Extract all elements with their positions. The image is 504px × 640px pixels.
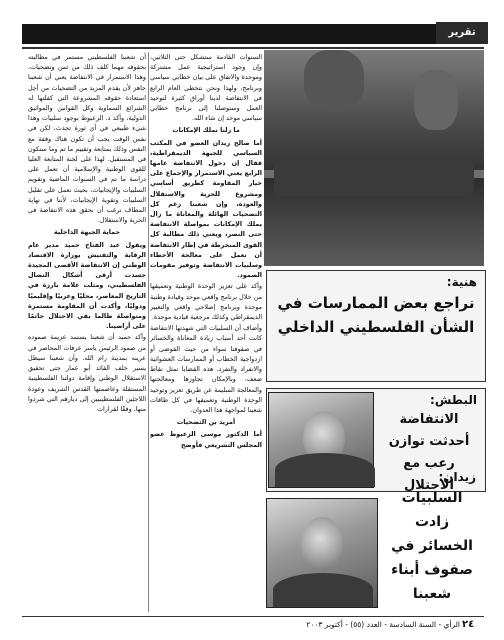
section-tab: تقرير (436, 22, 488, 44)
subheading: حماية الجبهة الداخلية (53, 228, 121, 237)
person-figure (414, 70, 458, 130)
quote-box-haniyeh (266, 270, 486, 382)
paragraph: ويقول عبد الفتاح حميد مدير عام الرقابة والتفتيش بوزارة الاقتصاد الوطني إن الانتفاضة الأقصى المجيدة جسدت أرقى أشكال النضال الفلسطيني، ومثلت علامة بارزة في التاريخ المعاصر، محليًا وعربيًا وإقليميًا ودوليًا، وأكدت أن المقاومة مستمرة ومتواصلة طالما بقي الاحتلال جاثمًا على أراضينا. (28, 240, 146, 331)
subheading: ما زلنا نملك الإمكانات (172, 126, 240, 135)
header-rule (22, 47, 484, 49)
article-column-left (28, 52, 146, 612)
face-shape (301, 517, 343, 571)
quote-speaker: هنية: (446, 275, 477, 289)
subheading: أمريد بن التضحيات (176, 418, 236, 427)
paragraph: وأكد على تعزيز الوحدة الوطنية وتعميقها من خلال برنامج واقعي موحد وقيادة وطنية موحدة وبرنامج إصلاحي واقعي والتغيير الديمقراطي وكذلك مرجعية قيادية موحدة. (150, 282, 262, 322)
paragraph: وأضاف أن السلبيات التي شهدتها الانتفاضة كانت أحد أسباب زيادة المعاناة والخسائر في صفوفنا سواء من حيث الفوضى أو ازدواجية الخطاب أو الممارسات العشوائية والانفراد والتفرد. هذه القضايا تمثل نقاط ضعف، وبالإمكان تجاوزها ومعالجتها والمعالجة السليمة عن طريق تعزيز وتوحيد الوحدة الوطنية وتعميقها في كل طاقات شعبنا لمواجهة هذا العدوان. (150, 324, 262, 414)
portrait-photo-batsh (268, 392, 374, 488)
paragraph: أما الدكتور موسى الزعبوط عضو المجلس التشريعي فأوضح (150, 430, 262, 449)
paragraph: أن شعبنا الفلسطيني مستمر في مطالبته بحقوقه مهما كلف ذلك من ثمن وتضحيات، وهذا الاستمرار في الانتفاضة يعني أن شعبنا جاهز لأن يقدم المزيد من التضحيات من أجل استعادة حقوقه المشروعة التي كفلتها له الشرائع السماوية وكل القوانين والمواثيق الدولية، وأكد د. الزعبوط بوجود سلبيات وهذا شيء طبيعي في أي ثورة تحدث، لكن في نفس الوقت يجب أن تكون هناك وقفة مع النفس وذلك بمتابعة وتقييم ما تم وما سنكون في المستقبل. لهذا على لجنة المتابعة العليا للقوى الوطنية والإسلامية أن تعمل على دراسة ما تم في السنوات الماضية وتقويم السلبيات والإيجابيات، بحيث نعمل على تقليل السلبيات وتقوية الإيجابيات، لأننا في نهاية المطاف نرغب أن نحقق هذه الانتفاضة في الحرية والاستقلال. (28, 53, 146, 225)
quote-speaker: البطش: (430, 393, 477, 407)
quote-text: نراجع بعض الممارسات في الشأن الفلسطيني الداخلي (277, 294, 475, 336)
paragraph: السنوات القادمة ستشكل حتى الثلاثين، وإن وجود استراتيجية عمل مشتركة وموحدة والاتفاق على بيان خطابي سياسي وبرنامج، ولهذا ونحن نتخطى العام الرابع في الانتفاضة لدينا أوراق كثيرة لتوحيد العمل وستوصلنا إلى برنامج خطابي سياسي موحد إن شاء الله. (150, 53, 262, 123)
quote-speaker: زيدان: (438, 470, 476, 484)
portrait-photo-zeidan (266, 498, 378, 608)
quote-box-zeidan (380, 466, 484, 606)
quote-text: السلبيات زادت الخسائر في صفوف أبناء شعبنا (391, 490, 473, 602)
person-figure (304, 50, 364, 110)
issue-line: الرأي - السنة السادسة - العدد (٥٥) - أكتوبر ٢٠٠٣ (306, 620, 460, 629)
shoulders-shape (275, 453, 375, 487)
column-divider (148, 52, 149, 612)
paragraph: أما صالح زيدان العضو في المكتب السياسي للجبهة الديمقراطية، فقال إن دخول الانتفاضة عامها الرابع يعني الاستمرار والإجماع على خيار المقاومة كطريق أساسي ومشروع للحرية والاستقلال والعودة، وإن شعبنا رغم كل التضحيات الهائلة والمعاناة ما زال يملك الإمكانات بمواصلة الانتفاضة حتى النصر، ويعني ذلك مطالبة كل القوى المنخرطة في إطار الانتفاضة أن تعمل على معالجة الأخطاء وسلبيات الانتفاضة وتوفير مقومات الصمود. (150, 138, 262, 280)
stretcher (274, 160, 474, 196)
paragraph: وأكد حميد أن شعبنا يستمد عزيمة صموده من صمود الرئيس ياسر عرفات المحاصر في عرينه بمدينة رام الله، وأن شعبنا سيظل يسير خلف القائد أبو عمار حتى تحقيق الاستقلال الوطني وإقامة دولتنا الفلسطينية المستقلة وعاصمتها القدس الشريف وعودة اللاجئين الفلسطينيين إلى ديارهم التي شردوا منها، وفقًا لقرارات (28, 333, 146, 413)
footer-rule (22, 616, 484, 617)
article-column-middle (150, 52, 262, 612)
quote-text: الانتفاضة أحدثت توازن رعب مع الاحتلال (388, 412, 470, 493)
shoulders-shape (273, 573, 373, 607)
news-photo-injured-man (264, 50, 484, 266)
header-bar (22, 24, 484, 44)
page-number: ٢٤ (462, 619, 475, 630)
